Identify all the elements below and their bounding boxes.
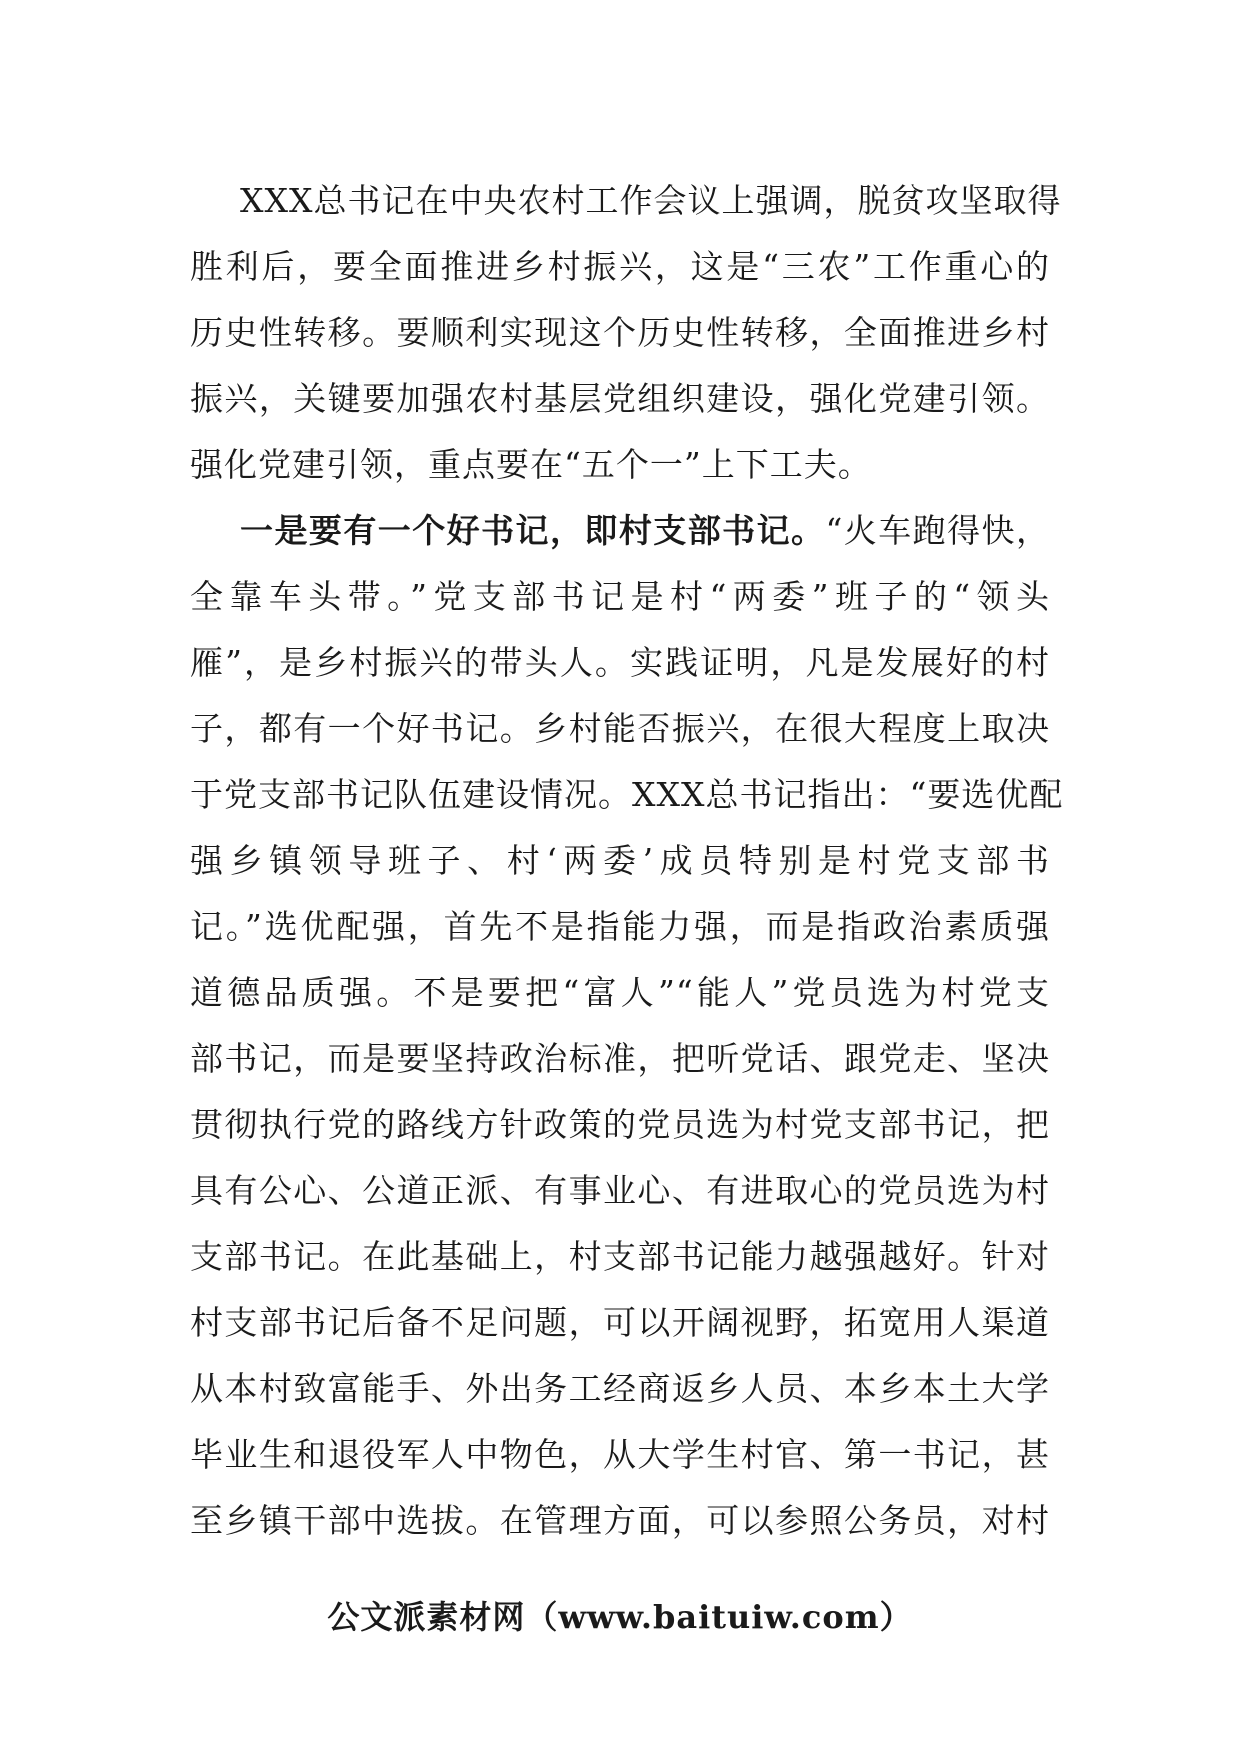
document-body [190, 168, 1064, 1554]
footer-watermark: 公文派素材网（www.baituiw.com） [327, 1598, 913, 1636]
paragraph-2-line-14: 从本村致富能手、外出务工经商返乡人员、本乡本土大学 [190, 1369, 1050, 1408]
paragraph-1-line-2: 胜利后，要全面推进乡村振兴，这是“三农”工作重心的 [190, 247, 1050, 286]
paragraph-2-line-7: 记。”选优配强，首先不是指能力强，而是指政治素质强 [190, 907, 1050, 946]
paragraph-1-line-4: 振兴，关键要加强农村基层党组织建设，强化党建引领。 [190, 379, 1050, 418]
paragraph-2-line-8: 道德品质强。不是要把“富人”“能人”党员选为村党支 [190, 973, 1050, 1012]
paragraph-2-line-11: 具有公心、公道正派、有事业心、有进取心的党员选为村 [190, 1171, 1050, 1210]
paragraph-1-line-3: 历史性转移。要顺利实现这个历史性转移，全面推进乡村 [190, 313, 1050, 352]
paragraph-2-first-line-rest: “火车跑得快， [825, 511, 1050, 550]
paragraph-2-line-2: 全靠车头带。”党支部书记是村“两委”班子的“领头 [190, 577, 1050, 616]
paragraph-2-heading: 一是要有一个好书记，即村支部书记。 [240, 511, 826, 550]
paragraph-2-line-9: 部书记，而是要坚持政治标准，把听党话、跟党走、坚决 [190, 1039, 1050, 1078]
paragraph-1-line-5: 强化党建引领，重点要在“五个一”上下工夫。 [190, 445, 872, 484]
paragraph-2-line-4: 子，都有一个好书记。乡村能否振兴，在很大程度上取决 [190, 709, 1050, 748]
paragraph-2-line-6: 强乡镇领导班子、村‘两委’成员特别是村党支部书 [190, 841, 1050, 880]
paragraph-1-line-1: XXX总书记在中央农村工作会议上强调，脱贫攻坚取得 [240, 181, 1062, 220]
paragraph-2-line-10: 贯彻执行党的路线方针政策的党员选为村党支部书记，把 [190, 1105, 1050, 1144]
paragraph-2-line-3: 雁”，是乡村振兴的带头人。实践证明，凡是发展好的村 [190, 643, 1050, 682]
paragraph-2-line-16: 至乡镇干部中选拔。在管理方面，可以参照公务员，对村 [190, 1501, 1050, 1540]
paragraph-2-line-1 [190, 498, 1050, 564]
paragraph-2-line-13: 村支部书记后备不足问题，可以开阔视野，拓宽用人渠道 [190, 1303, 1050, 1342]
paragraph-2-line-12: 支部书记。在此基础上，村支部书记能力越强越好。针对 [190, 1237, 1050, 1276]
paragraph-2-line-15: 毕业生和退役军人中物色，从大学生村官、第一书记，甚 [190, 1435, 1050, 1474]
paragraph-2-line-5: 于党支部书记队伍建设情况。XXX总书记指出：“要选优配 [190, 775, 1064, 814]
